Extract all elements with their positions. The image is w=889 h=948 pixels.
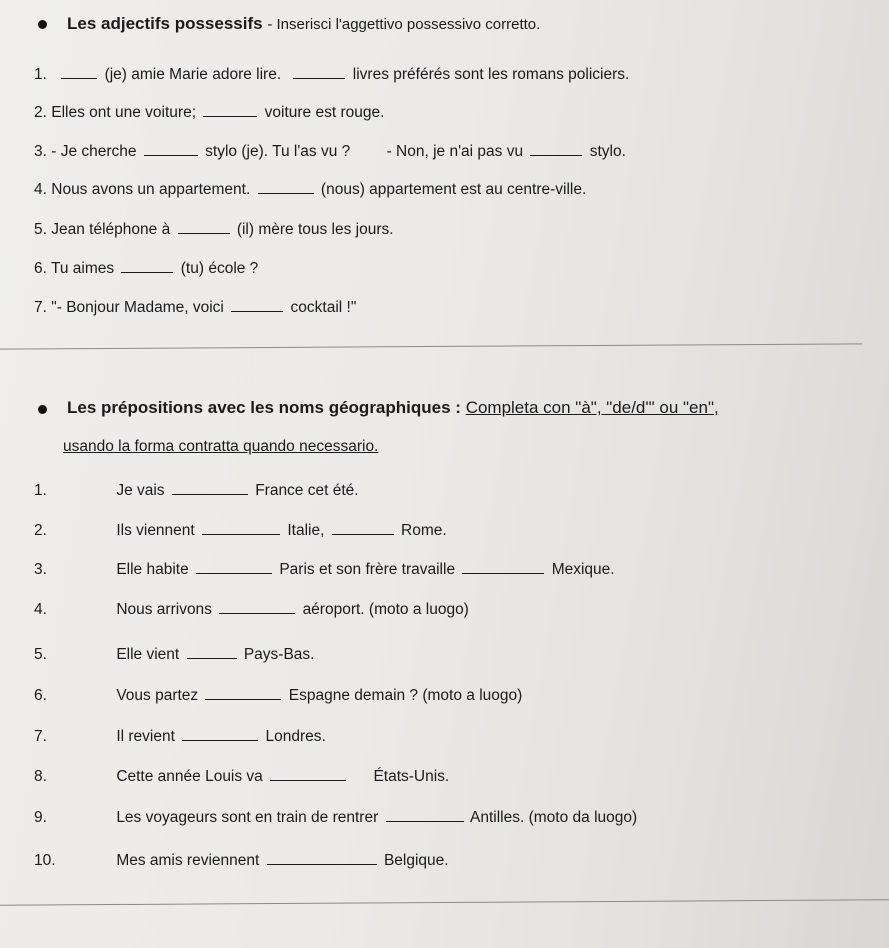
- answer-blank[interactable]: [203, 102, 257, 117]
- exercise1-item-4: 4. Nous avons un appartement. (nous) appartement est au centre-ville.: [34, 181, 587, 198]
- answer-blank[interactable]: [61, 64, 97, 79]
- answer-blank[interactable]: [332, 520, 394, 535]
- bullet-icon: [38, 405, 47, 414]
- answer-blank[interactable]: [386, 807, 464, 822]
- answer-blank[interactable]: [121, 258, 173, 273]
- answer-blank[interactable]: [270, 766, 346, 781]
- answer-blank[interactable]: [219, 599, 295, 614]
- section2-heading: [67, 398, 719, 418]
- exercise1-item-2: 2. Elles ont une voiture; voiture est rouge.: [34, 104, 385, 121]
- exercise2-item-1: 1. Je vais France cet été.: [34, 482, 359, 499]
- answer-blank[interactable]: [267, 850, 377, 865]
- bullet-icon: [38, 20, 47, 29]
- exercise2-item-4: 4. Nous arrivons aéroport. (moto a luogo): [34, 601, 469, 618]
- section1-heading: [67, 14, 540, 34]
- exercise2-item-9: 9. Les voyageurs sont en train de rentrer Antilles. (moto da luogo): [34, 809, 638, 826]
- exercise2-item-6: 6. Vous partez Espagne demain ? (moto a luogo): [34, 687, 523, 704]
- section1-title: Les adjectifs possessifs: [67, 14, 263, 33]
- exercise1-item-7: 7. "- Bonjour Madame, voici cocktail !": [34, 299, 357, 316]
- answer-blank[interactable]: [205, 685, 281, 700]
- answer-blank[interactable]: [144, 141, 198, 156]
- exercise1-item-1: 1. (je) amie Marie adore lire. livres préférés sont les romans policiers.: [34, 66, 630, 83]
- section2-instruction: Completa con "à", "de/d'" ou "en",: [465, 398, 719, 417]
- exercise1-item-3: 3. - Je cherche stylo (je). Tu l'as vu ? - Non, je n'ai pas vu stylo.: [34, 143, 626, 160]
- answer-blank[interactable]: [231, 297, 283, 312]
- section2-instruction-2: usando la forma contratta quando necessario.: [63, 438, 379, 455]
- exercise2-item-7: 7. Il revient Londres.: [34, 728, 326, 745]
- answer-blank[interactable]: [187, 644, 237, 659]
- answer-blank[interactable]: [178, 219, 230, 234]
- answer-blank[interactable]: [258, 179, 314, 194]
- exercise2-item-2: 2. Ils viennent Italie, Rome.: [34, 522, 447, 539]
- exercise2-item-3: 3. Elle habite Paris et son frère travaille Mexique.: [34, 561, 615, 578]
- answer-blank[interactable]: [182, 726, 258, 741]
- section-divider: [0, 343, 862, 349]
- exercise1-item-5: 5. Jean téléphone à (il) mère tous les jours.: [34, 221, 394, 238]
- answer-blank[interactable]: [172, 480, 248, 495]
- answer-blank[interactable]: [530, 141, 582, 156]
- exercise2-item-5: 5. Elle vient Pays-Bas.: [34, 646, 315, 663]
- section1-instruction: - Inserisci l'aggettivo possessivo corretto.: [267, 16, 541, 33]
- exercise2-item-8: 8. Cette année Louis va États-Unis.: [34, 768, 450, 785]
- section-divider: [0, 899, 889, 905]
- answer-blank[interactable]: [462, 559, 544, 574]
- section2-title: Les prépositions avec les noms géographiques :: [67, 398, 461, 417]
- exercise1-item-6: 6. Tu aimes (tu) école ?: [34, 260, 259, 277]
- answer-blank[interactable]: [293, 64, 345, 79]
- answer-blank[interactable]: [196, 559, 272, 574]
- exercise2-item-10: 10. Mes amis reviennent Belgique.: [34, 852, 449, 869]
- answer-blank[interactable]: [202, 520, 280, 535]
